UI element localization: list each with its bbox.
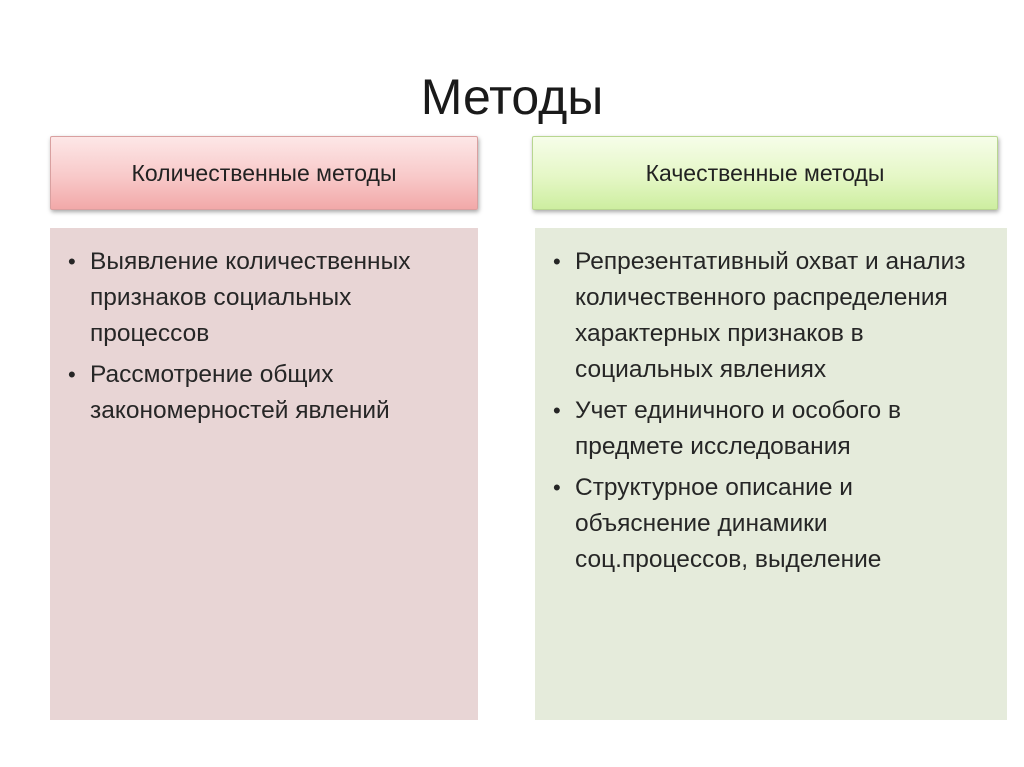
list-item bbox=[551, 244, 993, 388]
list-item bbox=[551, 470, 993, 578]
qualitative-methods-header-label: Качественные методы bbox=[645, 159, 885, 186]
list-item bbox=[66, 357, 464, 429]
list-item bbox=[551, 393, 993, 465]
qualitative-methods-panel bbox=[535, 228, 1007, 720]
list-item-text: Репрезентативный охват и анализ количественного распределения характерных признаков в социальных явлениях bbox=[575, 248, 966, 383]
bullet-icon: • bbox=[553, 398, 561, 423]
bullet-icon: • bbox=[553, 475, 561, 500]
list-item-text: Выявление количественных признаков социальных процессов bbox=[90, 248, 411, 347]
quantitative-methods-header bbox=[50, 136, 478, 210]
bullet-icon: • bbox=[68, 249, 76, 274]
qualitative-methods-list bbox=[551, 244, 993, 578]
quantitative-methods-header-label: Количественные методы bbox=[131, 159, 397, 186]
qualitative-methods-header bbox=[532, 136, 998, 210]
list-item-text: Структурное описание и объяснение динамики соц.процессов, выделение bbox=[575, 474, 882, 573]
list-item-text: Учет единичного и особого в предмете исследования bbox=[575, 397, 901, 460]
bullet-icon: • bbox=[68, 362, 76, 387]
quantitative-methods-list bbox=[66, 244, 464, 429]
list-item bbox=[66, 244, 464, 352]
quantitative-methods-panel bbox=[50, 228, 478, 720]
bullet-icon: • bbox=[553, 249, 561, 274]
slide-title: Методы bbox=[420, 69, 604, 125]
list-item-text: Рассмотрение общих закономерностей явлений bbox=[90, 361, 390, 424]
